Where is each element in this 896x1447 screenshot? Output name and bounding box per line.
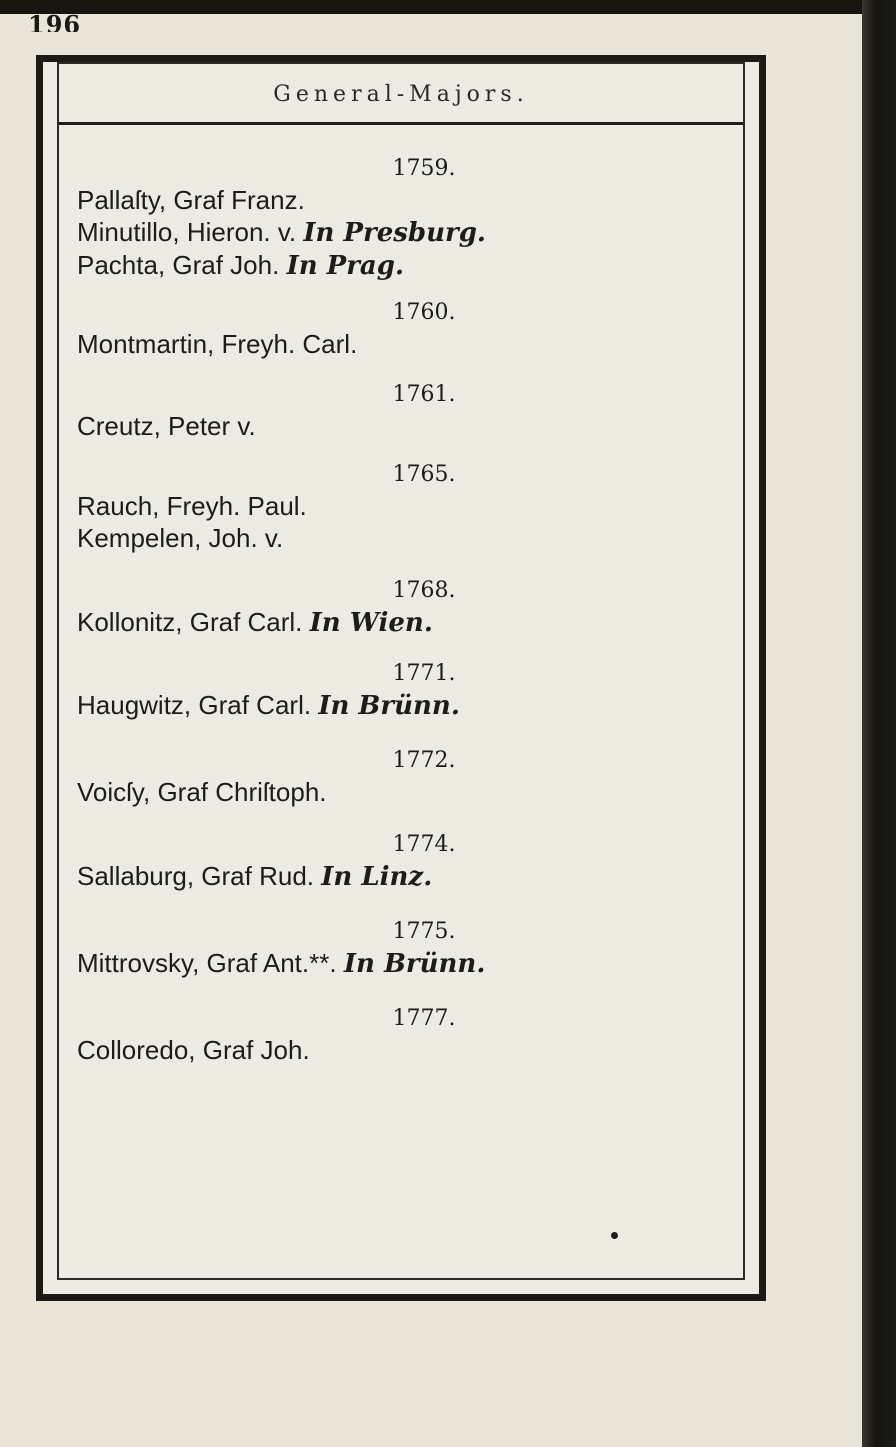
officer-entry <box>69 490 719 522</box>
officer-entry <box>69 410 719 442</box>
year-heading: 1777. <box>392 1006 456 1031</box>
year-heading: 1768. <box>392 578 456 603</box>
officer-entry <box>69 606 719 639</box>
officer-entry <box>69 522 719 554</box>
officer-location: In Wien. <box>309 608 433 638</box>
bordered-table <box>36 55 766 1301</box>
officer-location: In Linz. <box>321 862 433 892</box>
officer-location: In Presburg. <box>303 218 486 248</box>
officer-name: Mittrovsky, Graf Ant.**. <box>77 948 337 978</box>
officer-name: Montmartin, Freyh. Carl. <box>77 329 358 359</box>
officer-entry <box>69 776 719 808</box>
top-page-edge <box>0 0 896 14</box>
officer-entry <box>69 860 719 893</box>
page-number: 196 <box>28 14 82 32</box>
officer-entry <box>69 689 719 722</box>
officer-entry <box>69 184 719 216</box>
officer-entry <box>69 216 719 249</box>
year-heading: 1771. <box>392 661 456 686</box>
officer-name: Haugwitz, Graf Carl. <box>77 690 312 720</box>
year-heading: 1761. <box>392 382 456 407</box>
entry-list <box>69 154 719 1066</box>
year-heading: 1765. <box>392 462 456 487</box>
officer-location: In Brünn. <box>318 691 460 721</box>
officer-entry <box>69 1034 719 1066</box>
officer-name: Minutillo, Hieron. v. <box>77 217 297 247</box>
officer-name: Pallaſty, Graf Franz. <box>77 185 305 215</box>
officer-location: In Brünn. <box>343 949 486 979</box>
officer-name: Kollonitz, Graf Carl. <box>77 607 303 637</box>
year-heading: 1774. <box>392 832 456 857</box>
officer-name: Creutz, Peter v. <box>77 411 256 441</box>
officer-name: Sallaburg, Graf Rud. <box>77 861 315 891</box>
bottom-rule <box>57 1278 745 1294</box>
officer-name: Pachta, Graf Joh. <box>77 250 280 280</box>
officer-entry <box>69 249 719 282</box>
officer-name: Kempelen, Joh. v. <box>77 523 284 553</box>
officer-entry <box>69 947 719 980</box>
book-spine-edge <box>862 0 896 1447</box>
officer-entry <box>69 328 719 360</box>
year-heading: 1772. <box>392 748 456 773</box>
year-heading: 1775. <box>392 919 456 944</box>
table-header <box>59 62 743 125</box>
table-title: General-Majors. <box>273 82 529 107</box>
ink-speck <box>611 1232 618 1239</box>
officer-location: In Prag. <box>286 251 405 281</box>
year-heading: 1760. <box>392 300 456 325</box>
officer-name: Colloredo, Graf Joh. <box>77 1035 310 1065</box>
officer-name: Rauch, Freyh. Paul. <box>77 491 307 521</box>
year-heading: 1759. <box>392 156 456 181</box>
officer-name: Voicſy, Graf Chriſtoph. <box>77 777 327 807</box>
